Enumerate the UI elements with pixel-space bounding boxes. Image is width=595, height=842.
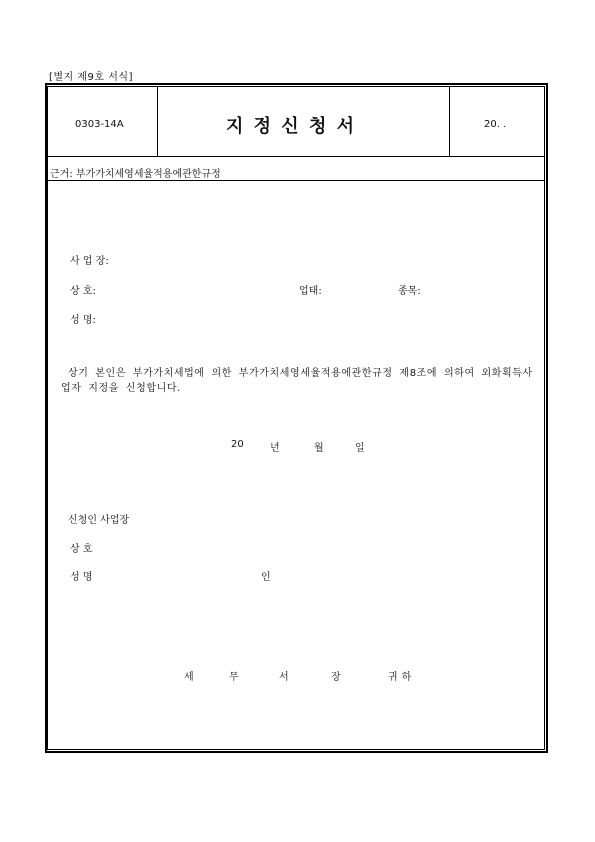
business-item-label: 종목: [398,286,421,297]
header-bottom-rule [47,156,545,157]
date-day-unit: 일 [355,443,365,454]
form-code: 0303-14A [75,119,124,130]
seal-label: 인 [261,572,271,583]
business-type-label: 업태: [299,286,322,297]
applicant-name-label: 성 명 [70,572,93,583]
business-place-label: 사 업 장: [70,256,109,267]
form-inner-border [47,86,545,750]
recipient-char-2: 무 [229,672,239,683]
recipient-honorific: 귀하 [388,672,416,683]
legal-basis: 근거: 부가가치세영세율적용에관한규정 [50,169,221,180]
recipient-char-1: 세 [184,672,194,683]
recipient-char-4: 장 [331,672,341,683]
header-divider-left [157,86,158,156]
header-date-field: 20. . [484,119,507,130]
name-label: 성 명: [70,315,96,326]
applicant-business-place-label: 신청인 사업장 [68,515,130,526]
applicant-trade-name-label: 상 호 [70,544,93,555]
date-year: 20 [231,439,244,450]
date-month-unit: 월 [314,443,324,454]
header-divider-right [449,86,450,156]
date-year-unit: 년 [270,443,280,454]
recipient-char-3: 서 [279,672,289,683]
form-caption: [별지 제9호 서식] [49,72,133,83]
legal-basis-bottom-rule [47,180,545,181]
page-title: 지 정 신 청 서 [226,116,357,137]
application-statement: 상기 본인은 부가가치세법에 의한 부가가치세영세율적용에관한규정 제8조에 의하여 외화획득사업자 지정을 신청합니다. [61,368,533,394]
trade-name-label: 상 호: [70,286,96,297]
